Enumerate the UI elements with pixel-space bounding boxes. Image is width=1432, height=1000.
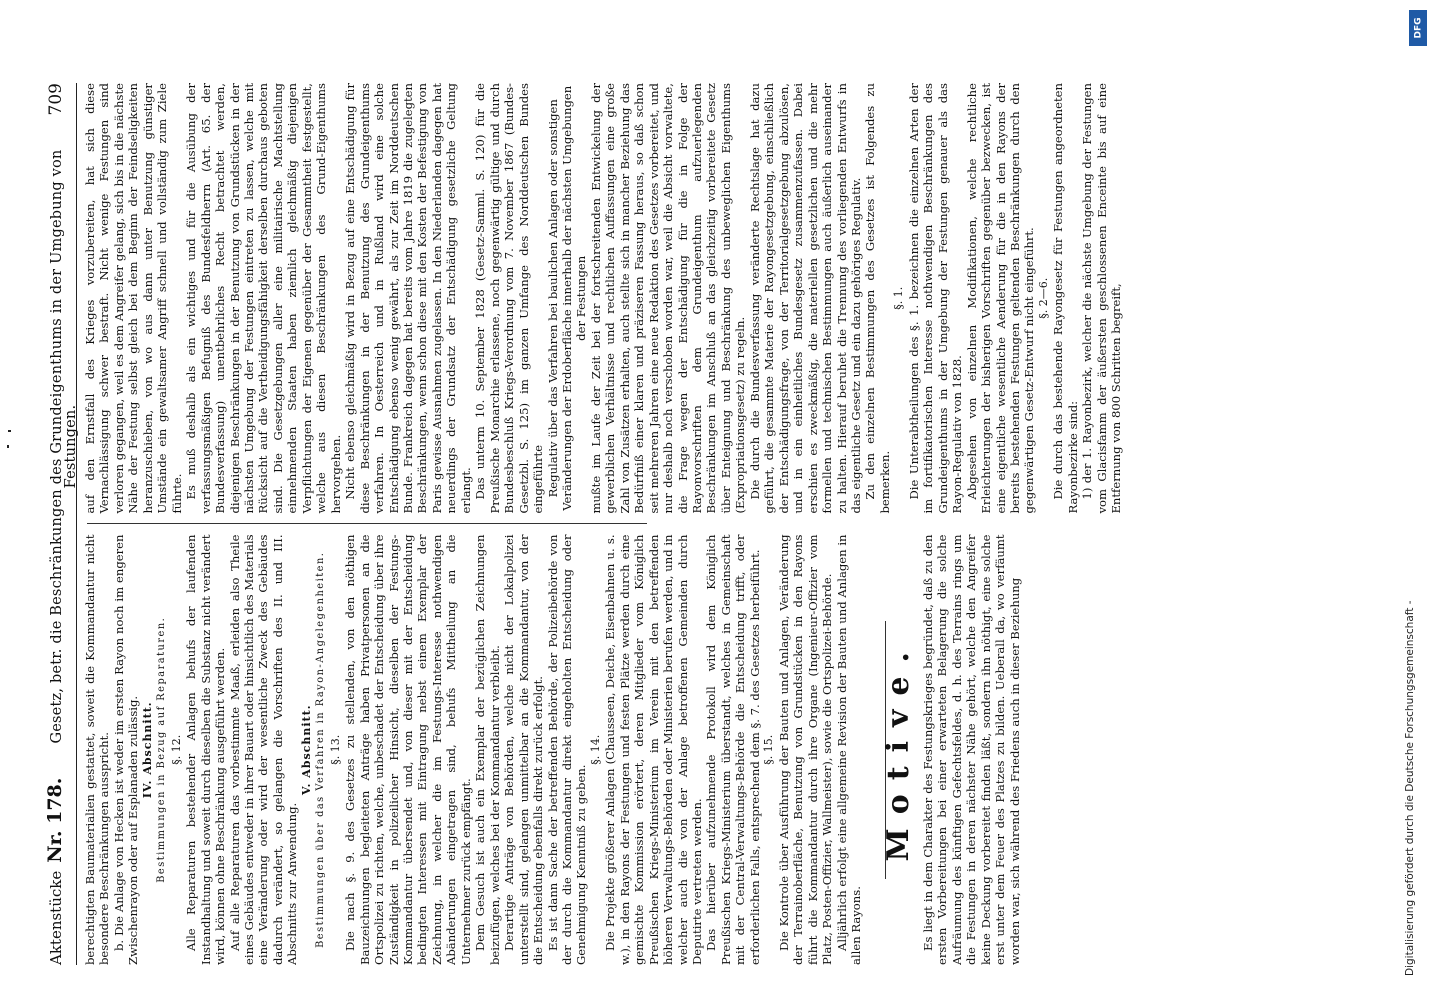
paragraph-12-text: Alle Reparaturen bestehender Anlagen behufs der laufenden Instandhaltung und soweit durch dieselben die Substanz nicht verändert wird, können ohne Beschränkung ausgeführt werden. xyxy=(184,534,228,965)
paragraph-15-text-2: Alljährlich erfolgt eine allgemeine Revision der Bauten und Anlagen in allen Rayons. xyxy=(834,534,864,965)
motive-text: Es liegt in dem Charakter des Festungskrieges begründet, daß zu den ersten Vorbereitungen bei einer erwarteten Belagerung die solche Aufräumung des künftigen Gefechtsfeldes, d. h. des Terrains rings um die Festungen in deren nächster Nähe gehört, welche den Angreifer keine Deckung vorbereitet finden läßt, sondern ihn nöthigt, eine solche erst unter dem Feuer des Platzes zu bilden. Ueberall da, wo verfäumt worden war, sich während des Friedens auch in dieser Beziehung xyxy=(920,534,1022,965)
col1-item-b: b. Die Anlage von Hecken ist weder im ersten Rayon noch im engeren Zwischenrayon oder auf Esplanaden zulässig. xyxy=(111,534,141,965)
col2-text-7: Die durch die Bundesverfassung veränderte Rechtslage hat dazu geführt, die gesammte Materie der Rayongesetzgebung, einschließlich der Entschädigungsfrage, von der Territorialgesetzgebung abzulösen, und in ein einheitliches Bundesgesetz zusammenzufassen. Dabei erschien es zweckmäßig, die materiellen gesetzlichen und die mehr formellen und technischen Bestimmungen auch äußerlich auseinander zu halten. Hierauf beruhet die Trennung des vorliegenden Entwurfs in das eigentliche Gesetz und ein dazu gehöriges Regulativ. xyxy=(747,83,864,514)
section-5-subheading: Bestimmungen über das Verfahren in Rayon-Angelegenheiten. xyxy=(315,551,327,948)
paragraph-12-number: §. 12. xyxy=(169,734,183,765)
paragraph-13-number: §. 13. xyxy=(328,734,342,765)
col2-text-12: 1) der 1. Rayonbezirk, welcher die nächste Umgebung der Festungen vom Glacisfamm der äußersten geschlossenen Enceinte bis auf eine Entfernung von 800 Schritten begreift, xyxy=(1080,83,1124,514)
header-left-label: Aktenstücke xyxy=(47,870,65,965)
document-number: Nr. 178. xyxy=(44,777,66,863)
paragraph-13-text-4: Es ist dann Sache der betreffenden Behörde, der Polizeibehörde von der durch die Kommandantur direkt eingeholten Entscheidung oder Genehmigung Kenntniß zu geben. xyxy=(545,534,589,965)
col2-text-10: Abgesehen von einzelnen Modifikationen, welche rechtliche Erleichterungen der bisherigen Vorschriften gegenüber bezwecken, ist eine eigentliche wesentliche Aenderung für die in den Rayons der bereits bestehenden Festungen geltenden Beschränkungen durch den gegenwärtigen Gesetz-Entwurf nicht eingeführt. xyxy=(964,83,1037,514)
header-left xyxy=(44,777,66,965)
dfg-credit-text: Digitalisierung gefördert durch die Deutsche Forschungsgemeinschaft - xyxy=(1404,600,1416,976)
column-right xyxy=(83,83,1383,514)
col2-text-11: Die durch das bestehende Rayongesetz für Festungen angeordneten Rayonbezirke sind: xyxy=(1051,83,1080,514)
section-5-heading: V. Abschnitt. xyxy=(299,704,313,796)
page-number: 709 xyxy=(46,83,66,116)
paragraph-13-text-2: Dem Gesuch ist auch ein Exemplar der bezüglichen Zeichnungen beizufügen, welches bei der Kommandantur verbleibt. xyxy=(473,534,502,965)
paragraph-13-text: Die nach §. 9. des Gesetzes zu stellenden, von den nöthigen Bauzeichnungen begleiteten Anträge haben Privatpersonen an die Ortspolizei zu richten, welche, unbeschadet der Entscheidung über ihre Zuständigkeit in polizeilicher Hinsicht, dieselben der Festungs-Kommandantur übersendet und, von dieser mit der Entscheidung bedingten Interessen mit Eintragung nebst einem Exemplar der Zeichnung, in welcher die im Festungs-Interesse nothwendigen Abänderungen eingetragen sind, behufs Mittheilung an die Unternehmer zurück empfängt. xyxy=(343,534,473,965)
page-header xyxy=(44,83,80,965)
col2-text-9: Die Unterabtheilungen des §. 1. bezeichnen die einzelnen Arten der im fortifikatorischen Interesse nothwendigen Beschränkungen des Grundeigenthums in der Umgebung der Festungen genauer als das Rayon-Regulativ von 1828. xyxy=(906,83,965,514)
scan-speck xyxy=(7,445,9,448)
scan-speck xyxy=(8,430,11,432)
rotated-document xyxy=(42,65,1392,975)
paragraph-14-text: Die Projekte größerer Anlagen (Chausseen, Deiche, Eisenbahnen u. s. w.), in den Rayons der Festungen und festen Plätze werden durch eine gemischte Kommission erörtert, deren Mitglieder vom Königlich Preußischen Kriegs-Ministerium im Verein mit den betreffenden höheren Verwaltungs-Behörden oder Ministerien berufen werden, und in welcher auch die von der Anlage betroffenen Gemeinden durch Deputirte vertreten werden. xyxy=(603,534,705,965)
col2-regulativ-title: Regulativ über das Verfahren bei baulichen Anlagen oder sonstigen Veränderungen der Erdoberfläche innerhalb der nächsten Umgebungen der Festungen xyxy=(545,85,589,511)
col2-text-4: Das unterm 10. September 1828 (Gesetz-Samml. S. 120) für die Preußische Monarchie erlassene, noch gegenwärtig gültige und durch Bundesbeschluß Kriegs-Verordnung vom 7. November 1867 (Bundes-Gesetzbl. S. 125) im ganzen Umfange des Norddeutschen Bundes eingeführte xyxy=(473,83,546,514)
paragraph-13-text-3: Derartige Anträge von Behörden, welche nicht der Lokalpolizei unterstellt sind, gelangen unmittelbar an die Kommandantur, von der die Entscheidung ebenfalls direkt zurück erfolgt. xyxy=(502,534,546,965)
col1-intro: berechtigten Baumaterialien gestattet, soweit die Kommandantur nicht besondere Beschränkungen ausspricht. xyxy=(83,534,112,965)
col2-text-2: Es muß deshalb als ein wichtiges und für die Ausübung der verfassungsmäßigen Befugniß des Bundesfeldherrn (Art. 65. der Bundesverfassung) unentbehrliches Recht betrachtet werden, diejenigen Beschränkungen in der Benutzung von Grundstücken in der nächsten Umgebung der Festungen eintreten zu lassen, welche mit Rücksicht auf die Vertheidigungsfähigkeit derselben durchaus geboten sind. Die Gesetzgebungen aller eine militairische Machtstellung einnehmenden Staaten haben ziemlich gleichmäßig diejenigen Verpflichtungen der Eigenen gegenüber der Gesammtheit festgestellt, welche aus diesen Beschränkungen des Grund-Eigenthums hervorgehen. xyxy=(184,83,343,514)
dfg-credit-strip xyxy=(1404,0,1430,1000)
col2-text-6: mußte im Laufe der Zeit bei der fortschreitenden Entwickelung der gewerblichen Verhältnisse und rechtlichen Auffassungen eine große Zahl von Zusätzen erhalten, auch stellte sich in mancher Beziehung das Bedürfniß einer klaren und präziseren Fassung heraus, so daß schon seit mehreren Jahren eine neue Redaktion des Gesetzes vorbereitet, und nur deshalb noch verschoben worden war, weil die Absicht vorwaltete, die Frage wegen der Entschädigung für die in Folge der Rayonvorschriften dem Grundeigenthum aufzuerlegenden Beschränkungen im Anschluß an das gleichzeitig vorbereitete Gesetz über Enteignung und Beschränkung des unbeweglichen Eigenthums (Expropriationsgesetz) zu regeln. xyxy=(588,83,748,514)
paragraph-14-number: §. 14. xyxy=(588,734,602,765)
col2-text-1: auf den Ernstfall des Krieges vorzubereiten, hat sich diese Vernachlässigung schwer bestraft. Nicht wenige Festungen sind verloren gegangen, weil es dem Angreifer gelang, sich bis in die nächste Nähe der Festung selbst gleich bei dem Beginn der Feindseligkeiten heranzuschieben, von wo aus dann unter Benutzung günstiger Umstände ein gewaltsamer Angriff schnell und vollständig zum Ziele führte. xyxy=(83,83,184,514)
paragraph-14-text-2: Das hierüber aufzunehmende Protokoll wird dem Königlich Preußischen Kriegs-Ministerium überstandt, welches in Gemeinschaft mit der Central-Verwaltungs-Behörde die Entscheidung trifft, oder erforderlichen Falls, entsprechend dem §. 7. des Gesetzes herbeiführt. xyxy=(704,534,762,965)
col2-text-3: Nicht ebenso gleichmäßig wird in Bezug auf eine Entschädigung für diese Beschränkungen in der Benutzung des Grundeigenthums verfahren. In Oesterreich und in Rußland wird eine solche Entschädigung ebenso wenig gewährt, als zur Zeit im Norddeutschen Bunde. Frankreich dagegen hat bereits vom Jahre 1819 die zugelegten Beschränkungen, wenn schon diese mit den Kosten der Befestigung von Paris gewisse Ausnahmen zugelassen. In den Niederlanden dagegen hat neuerdings der Grundsatz der Entschädigung gesetzliche Geltung erlangt. xyxy=(343,83,473,514)
paragraph-1-number: §. 1. xyxy=(892,286,906,310)
col2-text-8: Zu den einzelnen Bestimmungen des Gesetzes ist Folgendes zu bemerken. xyxy=(863,83,892,514)
paragraph-12-text-2: Auf alle Reparaturen das vorbestimmte Maaß, erleiden also Theile eines Gebäudes entweder in ihrer Bauart oder hinsichtlich des Materials eine Veränderung oder wird der wesentliche Zweck des Gebäudes dadurch verändert, so gelangen die Vorschriften des II. und III. Abschnitts zur Anwendung. xyxy=(227,534,300,965)
column-left xyxy=(83,534,1383,965)
dfg-logo-text: DFG xyxy=(1413,17,1424,39)
text-columns xyxy=(83,83,1383,965)
paragraph-15-text: Die Kontrole über Ausführung der Bauten und Anlagen, Veränderung der Terrainoberfläche, Benutzung von Grundstücken in den Rayons führt die Kommandantur durch ihre Organe (Ingenieur-Offizier vom Platz, Posten-Offizier, Wallmeister), sowie die Ortspolizei-Behörde. xyxy=(776,534,835,965)
running-title: Gesetz, betr. die Beschränkungen des Grundeigenthums in der Umgebung von Festungen. xyxy=(49,149,80,744)
section-4-heading: IV. Abschnitt. xyxy=(140,701,154,799)
column-divider xyxy=(87,524,647,525)
motive-heading: Motive. xyxy=(885,621,906,879)
paragraph-15-number: §. 15. xyxy=(762,734,776,765)
paragraph-2-6-number: §. 2—6. xyxy=(1036,277,1050,319)
section-4-subheading: Bestimmungen in Bezug auf Reparaturen. xyxy=(156,616,168,883)
